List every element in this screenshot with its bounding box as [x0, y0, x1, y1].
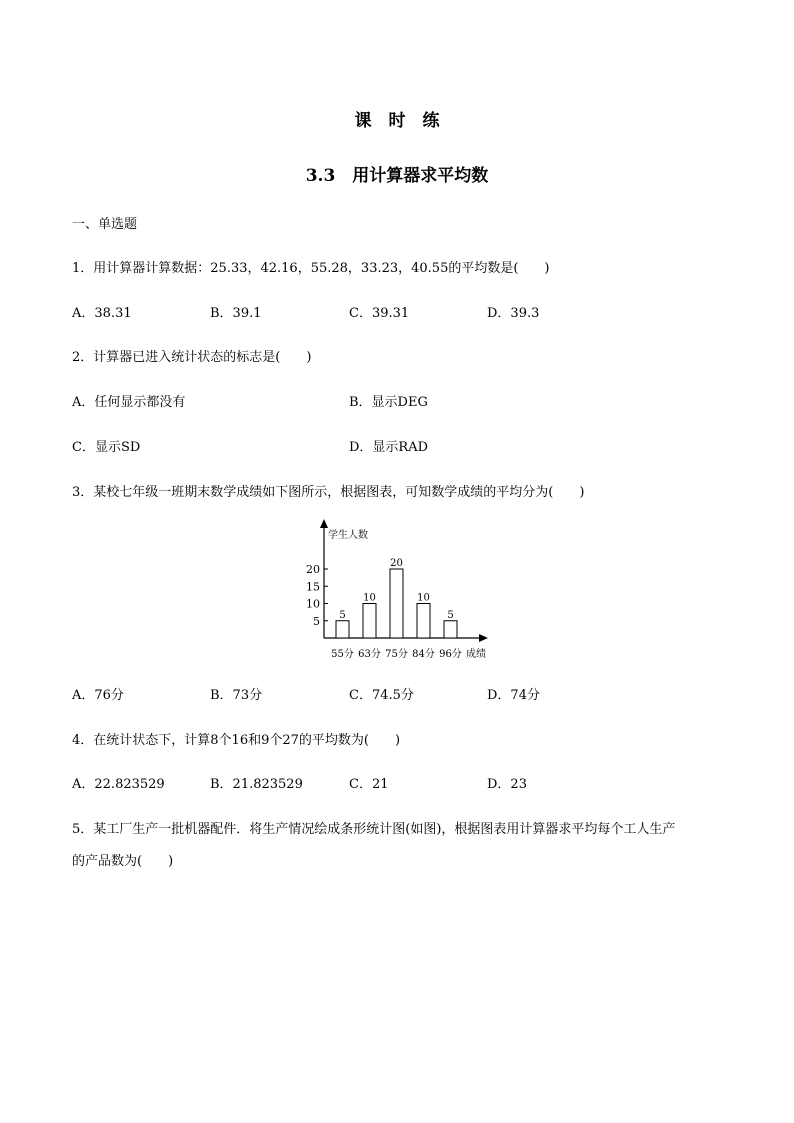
- bar-5: [444, 621, 457, 638]
- x-axis-arrow: [479, 634, 488, 642]
- x-category-label-3: 75分: [385, 649, 408, 660]
- bar-3: [390, 569, 403, 638]
- bar-value-label-3: 20: [390, 558, 403, 569]
- x-category-label-5: 96分: [439, 649, 462, 660]
- q4-option-a[interactable]: A．22.823529: [72, 777, 165, 792]
- y-tick-label-5: 5: [313, 614, 320, 628]
- q2-option-b[interactable]: B．显示DEG: [349, 395, 428, 410]
- q2-option-d[interactable]: D．显示RAD: [349, 440, 429, 455]
- bar-value-label-1: 5: [339, 609, 346, 621]
- y-axis-label: 学生人数: [328, 530, 368, 541]
- question-2-stem: 2．计算器已进入统计状态的标志是( ): [72, 350, 312, 365]
- bar-value-label-5: 5: [447, 609, 454, 621]
- section-heading: 一、单选题: [72, 217, 138, 232]
- x-category-label-2: 63分: [358, 649, 381, 660]
- q4-option-b[interactable]: B．21.823529: [210, 777, 303, 792]
- question-1-stem: 1．用计算器计算数据：25.33，42.16，55.28，33.23，40.55的平均数是( ): [72, 261, 550, 276]
- bar-2: [363, 604, 376, 639]
- question-3-stem: 3．某校七年级一班期末数学成绩如下图所示，根据图表，可知数学成绩的平均分为( ): [72, 485, 585, 500]
- q3-option-c[interactable]: C．74.5分: [349, 688, 414, 703]
- q1-option-b[interactable]: B．39.1: [210, 306, 262, 321]
- q1-option-d[interactable]: D．39.3: [487, 306, 540, 321]
- q2-option-c[interactable]: C．显示SD: [72, 440, 141, 455]
- x-category-label-1: 55分: [331, 649, 354, 660]
- bar-1: [336, 621, 349, 638]
- q3-option-b[interactable]: B．73分: [210, 688, 263, 703]
- q1-option-a[interactable]: A．38.31: [72, 306, 132, 321]
- q4-option-d[interactable]: D．23: [487, 777, 527, 792]
- y-axis-arrow: [320, 519, 328, 528]
- q3-option-d[interactable]: D．74分: [487, 688, 540, 703]
- y-tick-label-15: 15: [306, 580, 320, 594]
- q4-option-c[interactable]: C．21: [349, 777, 389, 792]
- bar-value-label-2: 10: [363, 592, 376, 604]
- bar-value-label-4: 10: [417, 592, 430, 604]
- question-5-stem-line-2: 的产品数为( ): [72, 854, 174, 869]
- y-tick-label-10: 10: [306, 597, 320, 611]
- question-4-stem: 4．在统计状态下，计算8个16和9个27的平均数为( ): [72, 733, 401, 748]
- x-axis-label: 成绩: [466, 649, 486, 660]
- q1-option-c[interactable]: C．39.31: [349, 306, 410, 321]
- x-category-label-4: 84分: [412, 649, 435, 660]
- bar-4: [417, 604, 430, 639]
- page-title: 课 时 练: [354, 111, 440, 131]
- q2-option-a[interactable]: A．任何显示都没有: [72, 395, 186, 410]
- question-5-stem-line-1: 5．某工厂生产一批机器配件．将生产情况绘成条形统计图(如图)，根据图表用计算器求平均每个工人生产: [72, 822, 676, 837]
- q3-option-a[interactable]: A．76分: [72, 688, 124, 703]
- lesson-title: 3.3 用计算器求平均数: [305, 166, 489, 186]
- y-tick-label-20: 20: [306, 563, 320, 576]
